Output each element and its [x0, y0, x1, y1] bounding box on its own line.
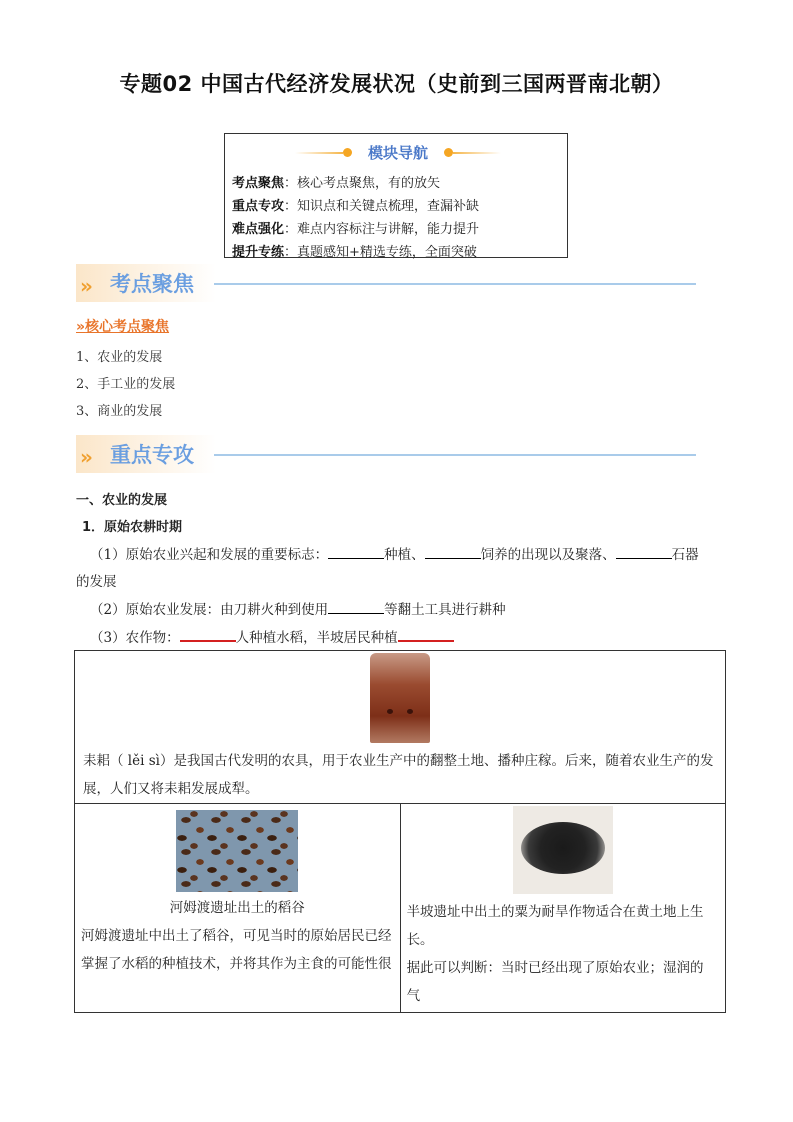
text-run: 人种植水稻，半坡居民种植 [235, 630, 398, 646]
banner-rule [214, 283, 696, 285]
fill-blank[interactable] [616, 546, 672, 559]
nav-row-sep: ： [284, 199, 298, 214]
section-title: 重点专攻 [110, 443, 194, 467]
rice-grain-image [176, 810, 298, 892]
sub-heading-text: 核心考点聚焦 [85, 319, 170, 335]
tool-hole [407, 709, 413, 714]
section-banner-kaodian [76, 262, 696, 304]
nav-row-text: 核心考点聚焦，有的放矢 [297, 176, 441, 191]
chevron-double-icon: » [80, 274, 87, 298]
chevron-double-icon: » [80, 445, 87, 469]
nav-row-sep: ： [284, 245, 298, 260]
illustration-table [74, 650, 726, 1013]
section-banner-zhongdian [76, 433, 696, 475]
fill-blank[interactable] [425, 546, 481, 559]
nav-row-label: 重点专攻 [232, 199, 285, 214]
nav-divider-left [295, 152, 343, 154]
nav-row [232, 195, 479, 218]
text-run: （1）原始农业兴起和发展的重要标志： [90, 547, 329, 563]
paragraph-3 [90, 626, 454, 646]
fill-blank-red[interactable] [180, 628, 236, 642]
nav-list [232, 172, 479, 264]
nav-row-label: 难点强化 [232, 222, 285, 237]
nav-header [225, 142, 567, 164]
millet-description: 半坡遗址中出土的粟为耐旱作物适合在黄土地上生长。 [406, 904, 704, 948]
banner-rule [214, 454, 696, 456]
section-title: 考点聚焦 [110, 272, 194, 296]
table-row [75, 804, 726, 1013]
millet-image [513, 806, 613, 894]
fill-blank[interactable] [328, 546, 384, 559]
millet-inference: 据此可以判断：当时已经出现了原始农业；湿润的气 [406, 960, 704, 1004]
millet-pile [521, 822, 605, 874]
fill-blank-red[interactable] [398, 628, 454, 642]
table-row [75, 651, 726, 804]
list-item: 3、商业的发展 [76, 404, 163, 419]
nav-row-label: 提升专练 [232, 245, 285, 260]
text-run: （3）农作物： [90, 630, 180, 646]
table-cell-leisi [75, 651, 726, 804]
nav-divider-right [453, 152, 501, 154]
nav-row-label: 考点聚焦 [232, 176, 285, 191]
module-nav-box [224, 133, 568, 258]
text-run: （2）原始农业发展：由刀耕火种到使用 [90, 602, 329, 618]
text-run: 饲养的出现以及聚落、 [480, 547, 616, 563]
sub-heading: »核心考点聚焦 [76, 319, 170, 335]
fill-blank[interactable] [328, 601, 384, 614]
nav-row-sep: ： [284, 176, 298, 191]
text-run: 种植、 [384, 547, 425, 563]
nav-row [232, 218, 479, 241]
rice-caption: 河姆渡遗址出土的稻谷 [169, 900, 305, 916]
nav-dot-icon [444, 148, 453, 157]
paragraph-1 [90, 543, 699, 563]
list-item: 2、手工业的发展 [76, 377, 176, 392]
paragraph-2 [90, 598, 506, 618]
tool-hole [387, 709, 393, 714]
text-run: 石器 [671, 547, 699, 563]
list-item: 1、农业的发展 [76, 350, 163, 365]
nav-row-sep: ： [284, 222, 298, 237]
leisi-tool-image [370, 653, 430, 743]
table-cell-rice [75, 804, 401, 1013]
table-cell-millet [400, 804, 725, 1013]
rice-description: 河姆渡遗址中出土了稻谷，可见当时的原始居民已经掌握了水稻的种植技术，并将其作为主食的可能性很 [81, 928, 392, 972]
nav-row [232, 241, 479, 264]
nav-title: 模块导航 [367, 144, 428, 162]
nav-row-text: 真题感知+精选专练，全面突破 [297, 245, 477, 260]
paragraph-1-cont: 的发展 [76, 574, 117, 590]
leisi-description: 耒耜（ lěi sì）是我国古代发明的农具，用于农业生产中的翻整土地、播种庄稼。后来，随着农业生产的发展，人们又将耒耜发展成犁。 [83, 753, 714, 797]
nav-dot-icon [343, 148, 352, 157]
nav-row-text: 难点内容标注与讲解，能力提升 [297, 222, 480, 237]
page-title: 专题02 中国古代经济发展状况（史前到三国两晋南北朝） [119, 72, 674, 96]
nav-row [232, 172, 479, 195]
heading-agriculture: 一、农业的发展 [76, 493, 168, 508]
heading-primitive-farming: 1．原始农耕时期 [82, 520, 183, 535]
nav-row-text: 知识点和关键点梳理，查漏补缺 [297, 199, 480, 214]
text-run: 等翻土工具进行耕种 [384, 602, 506, 618]
